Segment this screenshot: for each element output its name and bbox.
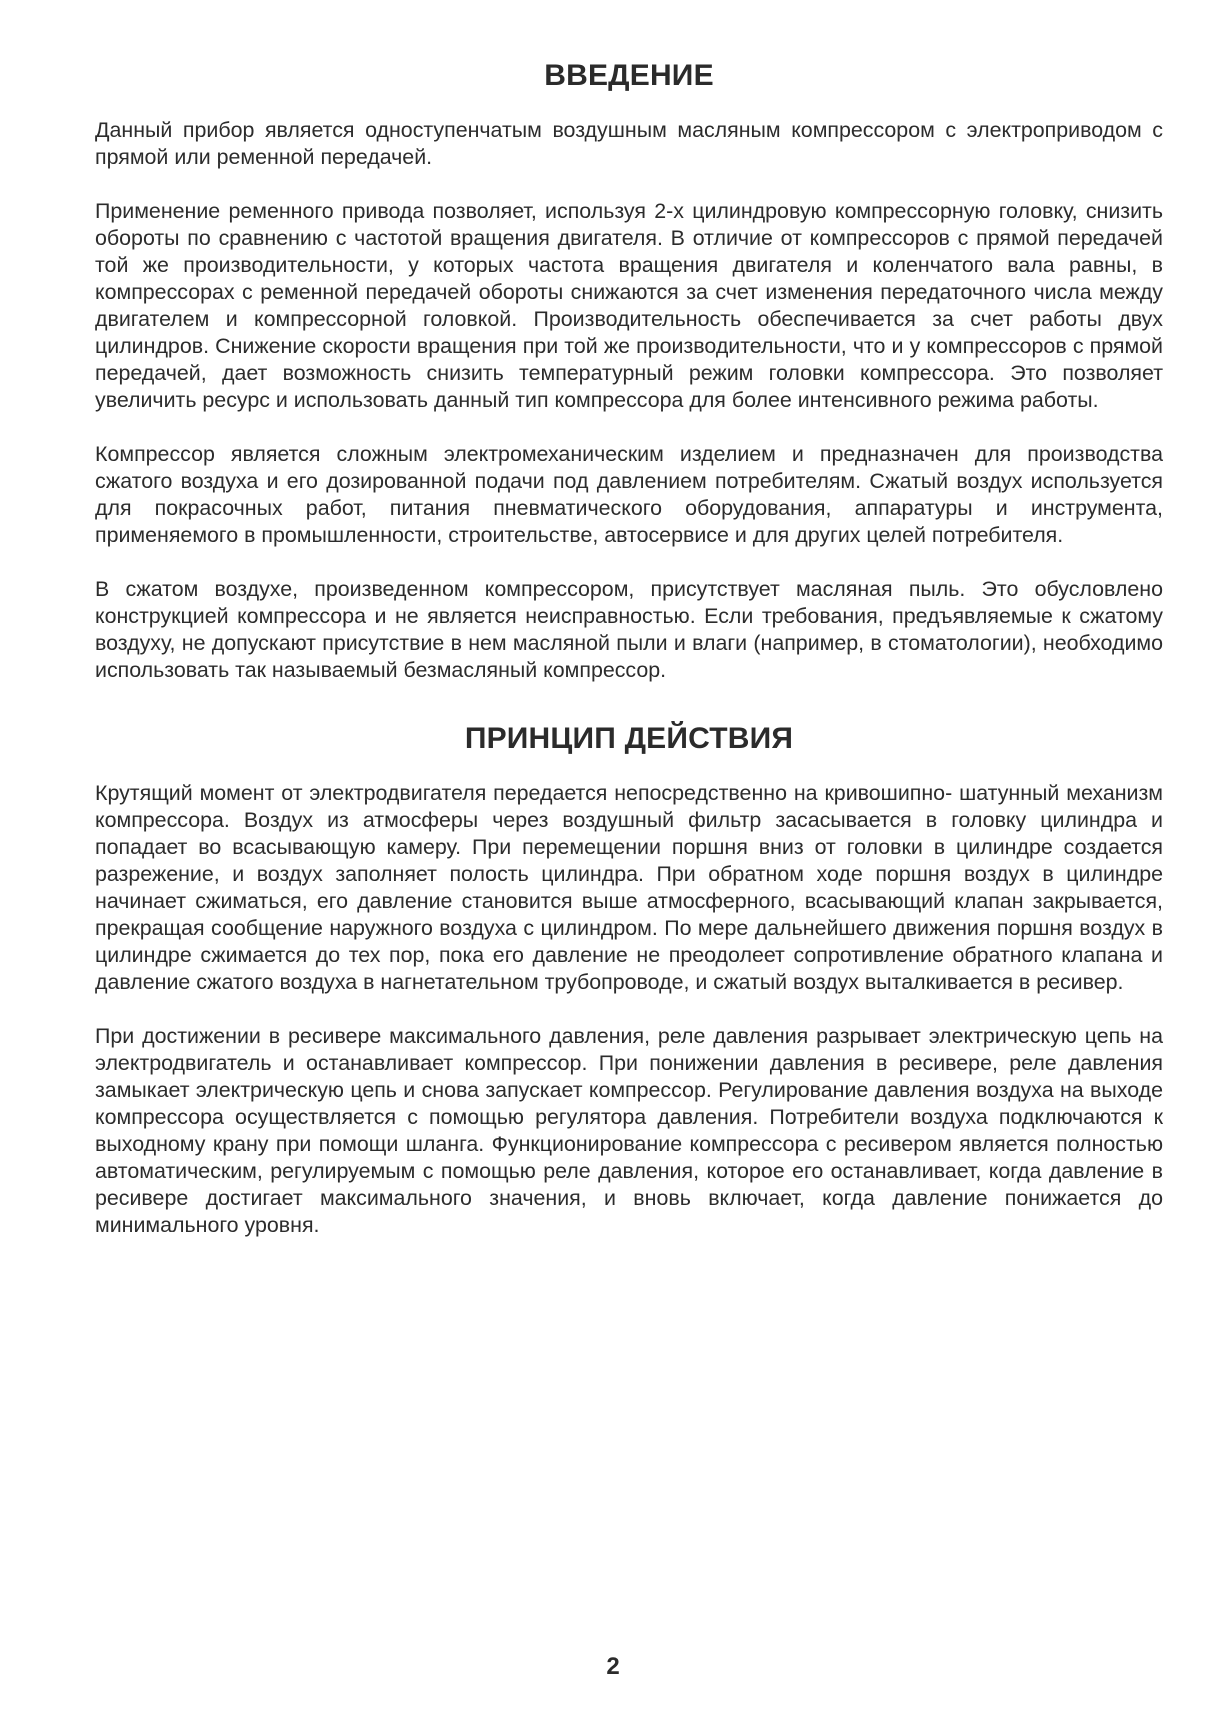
- section-body-introduction: [95, 117, 1163, 684]
- paragraph: При достижении в ресивере максимального давления, реле давления разрывает электрическую цепь на электродвигатель и останавливает компрессор. При понижении давления в ресивере, реле давления замыкает электрическую цепь и снова запускает компрессор. Регулирование давления воздуха на выходе компрессора осуществляется с помощью регулятора давления. Потребители воздуха подключаются к выходному крану при помощи шланга. Функционирование компрессора с ресивером является полностью автоматическим, регулируемым с помощью реле давления, которое его останавливает, когда давление в ресивере достигает максимального значения, и вновь включает, когда давление понижается до минимального уровня.: [95, 1024, 1163, 1237]
- paragraph: Данный прибор является одноступенчатым воздушным масляным компрессором с электроприводом с прямой или ременной передачей.: [95, 118, 1163, 169]
- section-title-operating-principle: ПРИНЦИП ДЕЙСТВИЯ: [464, 722, 794, 755]
- section-body-operating-principle: [95, 780, 1163, 1239]
- paragraph: В сжатом воздухе, произведенном компрессором, присутствует масляная пыль. Это обусловлено конструкцией компрессора и не является неисправностью. Если требования, предъявляемые к сжатому воздуху, не допускают присутствие в нем масляной пыли и влаги (например, в стоматологии), необходимо использовать так называемый безмасляный компрессор.: [95, 577, 1163, 682]
- document-page: [95, 52, 1163, 1239]
- paragraph: Применение ременного привода позволяет, используя 2-х цилиндровую компрессорную головку, снизить обороты по сравнению с частотой вращения двигателя. В отличие от компрессоров с прямой передачей той же производительности, у которых частота вращения двигателя и коленчатого вала равны, в компрессорах с ременной передачей обороты снижаются за счет изменения передаточного числа между двигателем и компрессорной головкой. Производительность обеспечивается за счет работы двух цилиндров. Снижение скорости вращения при той же производительности, что и у компрессоров с прямой передачей, дает возможность снизить температурный режим головки компрессора. Это позволяет увеличить ресурс и использовать данный тип компрессора для более интенсивного режима работы.: [95, 199, 1163, 412]
- section-title-introduction: ВВЕДЕНИЕ: [544, 59, 714, 92]
- paragraph: Крутящий момент от электродвигателя передается непосредственно на кривошипно- шатунный механизм компрессора. Воздух из атмосферы через воздушный фильтр засасывается в головку цилиндра и попадает во всасывающую камеру. При перемещении поршня вниз от головки в цилиндре создается разрежение, и воздух заполняет полость цилиндра. При обратном ходе поршня воздух в цилиндре начинает сжиматься, его давление становится выше атмосферного, всасывающий клапан закрывается, прекращая сообщение наружного воздуха с цилиндром. По мере дальнейшего движения поршня воздух в цилиндре сжимается до тех пор, пока его давление не преодолеет сопротивление обратного клапана и давление сжатого воздуха в нагнетательном трубопроводе, и сжатый воздух выталкивается в ресивер.: [95, 781, 1163, 994]
- page-number: 2: [606, 1653, 620, 1680]
- paragraph: Компрессор является сложным электромеханическим изделием и предназначен для производства сжатого воздуха и его дозированной подачи под давлением потребителям. Сжатый воздух используется для покрасочных работ, питания пневматического оборудования, аппаратуры и инструмента, применяемого в промышленности, строительстве, автосервисе и для других целей потребителя.: [95, 442, 1163, 547]
